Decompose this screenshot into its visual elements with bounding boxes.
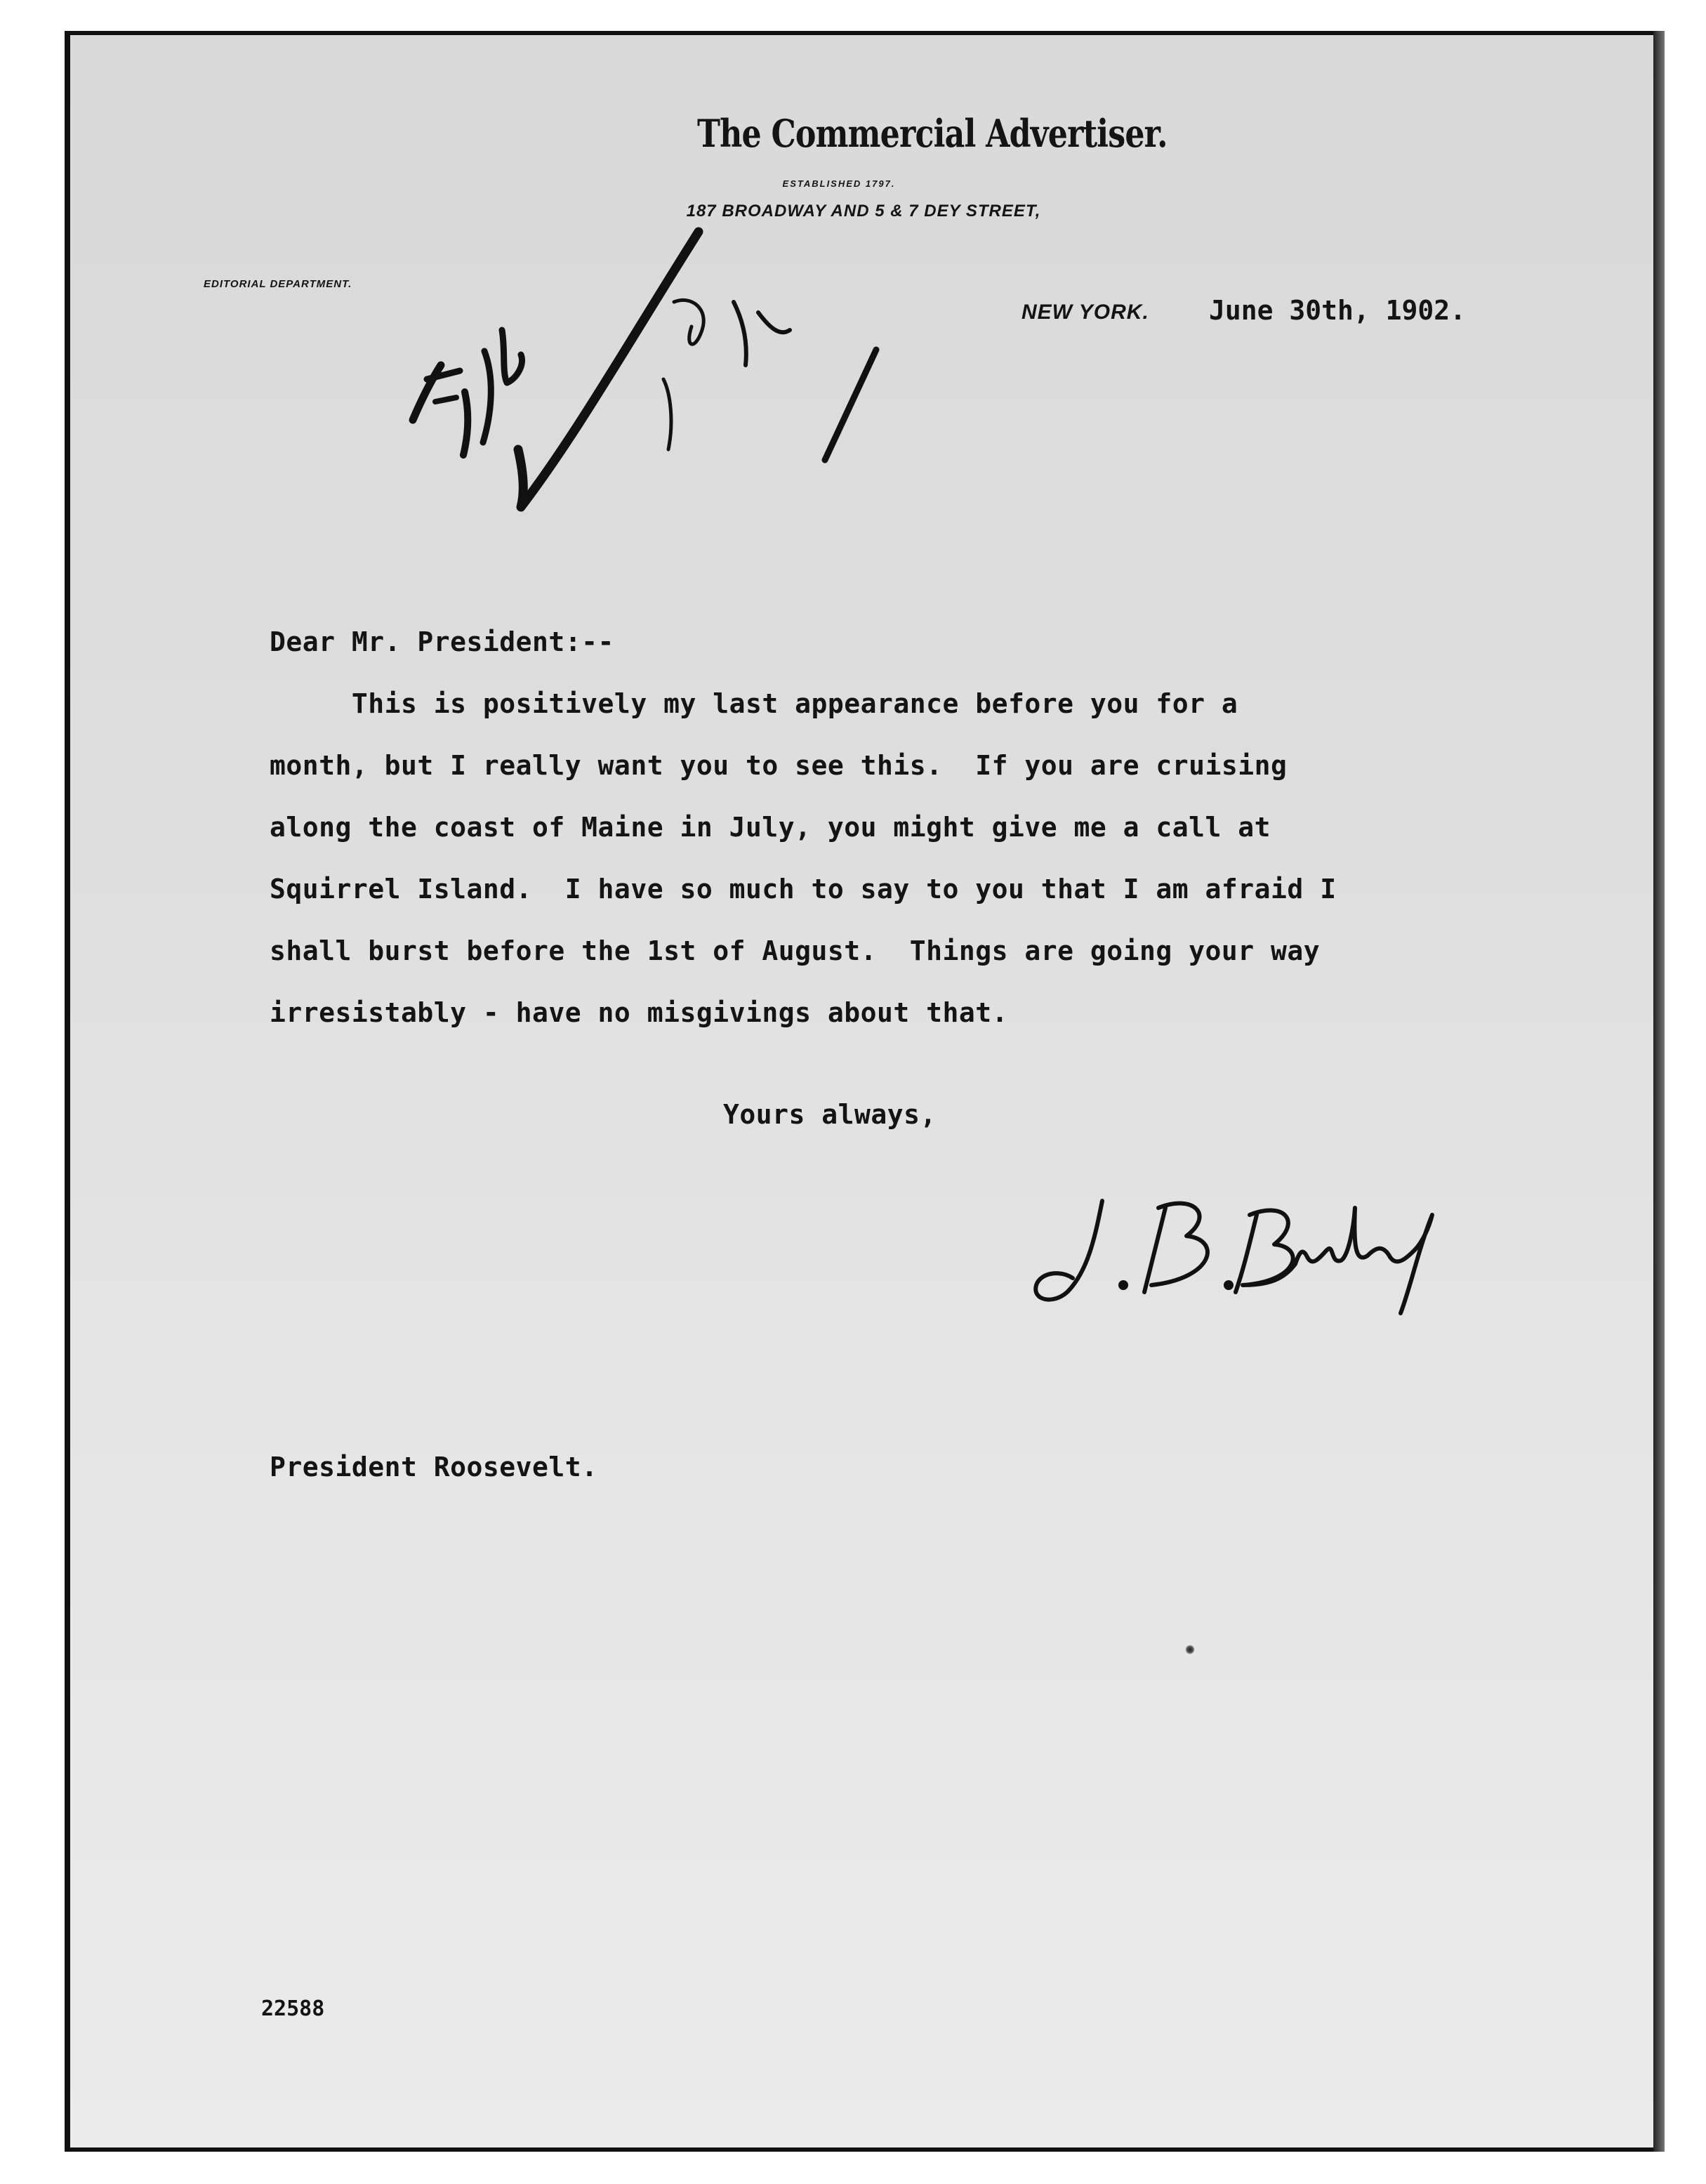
document-number: 22588 [261,1996,325,2021]
editorial-department-label: EDITORIAL DEPARTMENT. [204,278,352,290]
handwritten-signature [1018,1180,1467,1320]
body-line: month, but I really want you to see this. If you are cruising [270,750,1288,781]
check-mark-icon [518,232,699,507]
city-label: NEW YORK. [1021,301,1149,324]
slash-mark [825,350,876,460]
scan-speck [1185,1645,1195,1655]
body-line: shall burst before the 1st of August. Things are going your way [270,935,1321,966]
letter-date: June 30th, 1902. [1209,295,1467,326]
body-line: This is positively my last appearance before you for a [270,688,1238,719]
body-line: along the coast of Maine in July, you might give me a call at [270,812,1271,843]
handwritten-file-mark [413,330,522,455]
recipient: President Roosevelt. [270,1452,598,1482]
closing: Yours always, [723,1099,937,1130]
body-line: irresistably - have no misgivings about that. [270,997,1009,1028]
salutation: Dear Mr. President:-- [270,626,614,657]
publication-masthead: The Commercial Advertiser. [697,111,1168,156]
established-line: ESTABLISHED 1797. [782,178,896,189]
body-line: Squirrel Island. I have so much to say to you that I am afraid I [270,874,1337,904]
publisher-address: 187 BROADWAY AND 5 & 7 DEY STREET, [686,202,1041,221]
handwritten-initials [663,300,790,449]
